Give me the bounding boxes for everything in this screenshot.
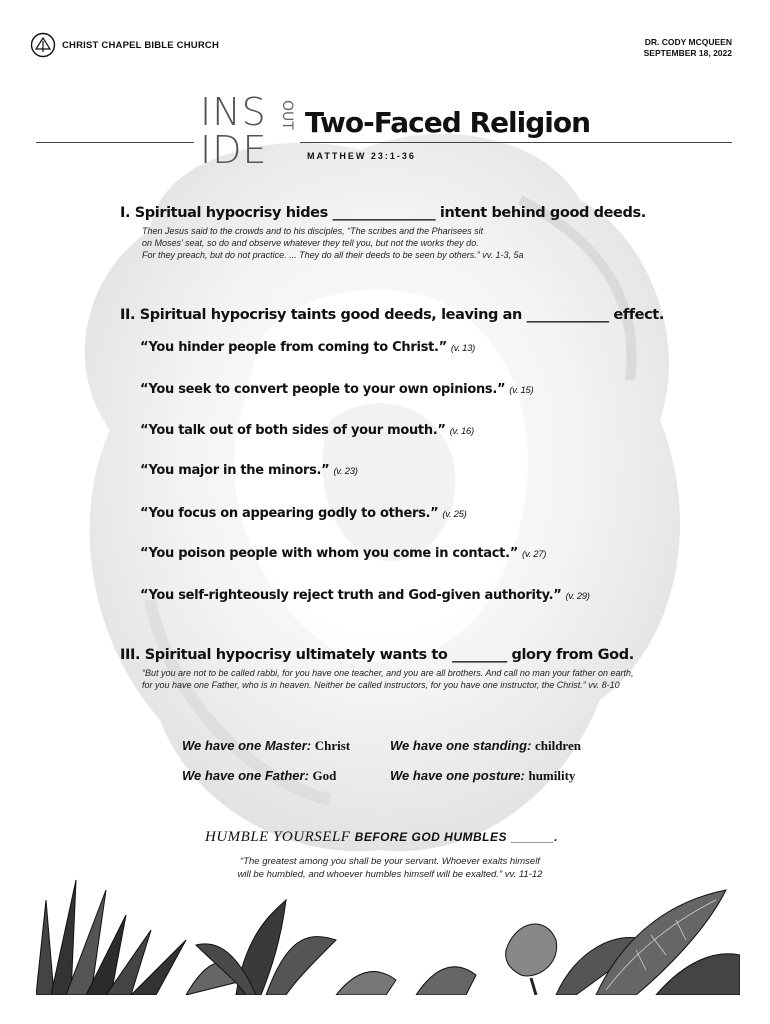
we-have-value: children <box>534 738 581 753</box>
sermon-date: SEPTEMBER 18, 2022 <box>643 48 732 58</box>
quote-item <box>140 588 590 603</box>
title-rule-right <box>300 142 732 143</box>
quote-item <box>140 382 533 397</box>
quote-text: “You hinder people from coming to Christ.” <box>140 340 447 355</box>
quote-item <box>140 546 546 561</box>
sermon-title: Two-Faced Religion <box>305 106 591 139</box>
quote-verse: (v. 25) <box>442 509 467 520</box>
quote-item <box>140 506 467 521</box>
quote-verse: (v. 15) <box>509 385 534 396</box>
closing-bold: BEFORE GOD HUMBLES <box>354 830 508 844</box>
quote-text: “You focus on appearing godly to others.” <box>140 506 439 521</box>
point-3-numeral: III. <box>120 647 141 663</box>
scripture-line: for you have one Father, who is in heaven. Neither be called instructors, for you have one instructor, the Christ.” vv. 8-10 <box>142 680 620 690</box>
quote-item <box>140 463 358 478</box>
quote-verse: (v. 29) <box>565 591 590 602</box>
point-3-text: Spiritual hypocrisy ultimately wants to ________ glory from God. <box>144 647 634 663</box>
quote-verse: (v. 16) <box>449 426 474 437</box>
closing-heading <box>205 829 558 846</box>
point-2 <box>120 307 664 323</box>
series-logo-side: OUT <box>279 100 295 130</box>
closing-lead: HUMBLE YOURSELF <box>205 829 351 845</box>
we-have-posture <box>390 768 575 784</box>
we-have-label: We have one posture: <box>390 768 525 783</box>
scripture-line: “The greatest among you shall be your servant. Whoever exalts himself <box>240 856 540 867</box>
we-have-standing <box>390 738 581 754</box>
point-3-scripture <box>142 667 633 691</box>
plants-illustration <box>36 870 740 995</box>
title-rule-left <box>36 142 194 143</box>
quote-item <box>140 340 475 355</box>
quote-item <box>140 423 474 438</box>
church-logo-icon <box>30 32 56 58</box>
pastor-info <box>644 37 732 59</box>
point-1-numeral: I. <box>120 205 131 221</box>
series-logo-line2: IDE <box>200 128 268 172</box>
quote-verse: (v. 23) <box>333 466 358 477</box>
we-have-label: We have one Father: <box>182 768 309 783</box>
quote-verse: (v. 27) <box>521 549 547 560</box>
point-3 <box>120 647 634 663</box>
we-have-value: Christ <box>314 738 351 753</box>
we-have-value: humility <box>528 768 576 783</box>
church-header <box>30 32 219 58</box>
sermon-reference: MATTHEW 23:1-36 <box>307 151 416 161</box>
we-have-father <box>182 768 336 784</box>
quote-text: “You talk out of both sides of your mouth.” <box>140 423 446 438</box>
point-2-text: Spiritual hypocrisy taints good deeds, leaving an ____________ effect. <box>139 307 664 323</box>
scripture-line: “But you are not to be called rabbi, for you have one teacher, and you are all brothers. And call no man your father on earth, <box>142 668 634 678</box>
scripture-line: For they preach, but do not practice. ... They do all their deeds to be seen by others.” vv. 1-3, 5a <box>142 250 524 260</box>
we-have-label: We have one standing: <box>390 738 532 753</box>
we-have-master <box>182 738 350 754</box>
closing-blank: ______. <box>511 830 559 844</box>
scripture-line: on Moses’ seat, so do and observe whatever they tell you, but not the works they do. <box>142 238 479 248</box>
quote-text: “You major in the minors.” <box>140 463 330 478</box>
point-1-text: Spiritual hypocrisy hides _______________ intent behind good deeds. <box>134 205 646 221</box>
quote-text: “You seek to convert people to your own opinions.” <box>140 382 506 397</box>
pastor-name: DR. CODY MCQUEEN <box>644 37 732 47</box>
we-have-value: God <box>312 768 337 783</box>
quote-text: “You poison people with whom you come in contact.” <box>140 546 518 561</box>
church-name: CHRIST CHAPEL BIBLE CHURCH <box>62 39 220 51</box>
quote-verse: (v. 13) <box>450 343 475 354</box>
series-logo-line1: INS <box>200 90 267 134</box>
point-1 <box>120 205 646 221</box>
point-2-numeral: II. <box>120 307 136 323</box>
quote-text: “You self-righteously reject truth and God-given authority.” <box>140 588 562 603</box>
point-1-scripture <box>142 225 524 261</box>
scripture-line: will be humbled, and whoever humbles himself will be exalted.” vv. 11-12 <box>237 869 543 880</box>
we-have-label: We have one Master: <box>182 738 312 753</box>
scripture-line: Then Jesus said to the crowds and to his disciples, “The scribes and the Pharisees sit <box>142 226 484 236</box>
